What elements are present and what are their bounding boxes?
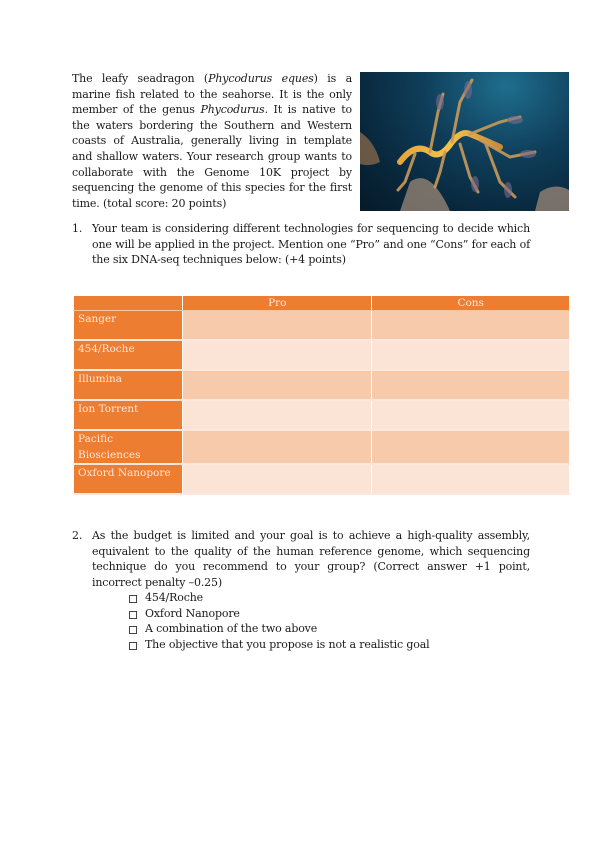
checkbox-icon[interactable] xyxy=(129,642,137,650)
technique-cell: Illumina xyxy=(74,370,183,400)
option-label: The objective that you propose is not a realistic goal xyxy=(145,637,430,651)
option-combination[interactable] xyxy=(128,621,430,637)
intro-text-1: The leafy seadragon ( xyxy=(72,72,209,85)
checkbox-icon[interactable] xyxy=(129,595,137,603)
question-2-text: As the budget is limited and your goal is to achieve a high-quality assembly, equivalent to the quality of the human reference genome, which sequencing technique do you recommend to your group? (Correct answer +1 point, incorrect penalty –0.25) xyxy=(92,529,530,589)
technique-cell: 454/Roche xyxy=(74,340,183,370)
pro-cell[interactable] xyxy=(183,430,372,464)
question-1 xyxy=(72,221,530,268)
table-row xyxy=(74,370,570,400)
table-row xyxy=(74,340,570,370)
pro-cell[interactable] xyxy=(183,464,372,494)
checkbox-icon[interactable] xyxy=(129,626,137,634)
cons-cell[interactable] xyxy=(372,340,570,370)
table-row xyxy=(74,464,570,494)
pro-cell[interactable] xyxy=(183,370,372,400)
intro-text-2: ) is a marine fish related to the seahorse. It is the only member of the genus xyxy=(72,72,352,117)
species-name: Phycodurus eques xyxy=(208,72,314,85)
pro-cons-table xyxy=(73,296,570,495)
question-1-number: 1. xyxy=(72,222,83,235)
header-technique xyxy=(74,296,183,311)
cons-cell[interactable] xyxy=(372,464,570,494)
pro-cell[interactable] xyxy=(183,400,372,430)
seadragon-illustration xyxy=(360,72,569,211)
cons-cell[interactable] xyxy=(372,400,570,430)
technique-cell: Ion Torrent xyxy=(74,400,183,430)
table-row xyxy=(74,311,570,341)
table-row xyxy=(74,430,570,464)
option-label: A combination of the two above xyxy=(145,622,318,635)
option-label: 454/Roche xyxy=(145,591,204,604)
technique-cell: Oxford Nanopore xyxy=(74,464,183,494)
option-label: Oxford Nanopore xyxy=(145,606,240,620)
option-454-roche[interactable] xyxy=(128,590,430,606)
option-not-realistic[interactable] xyxy=(128,637,430,653)
technique-cell: Pacific Biosciences xyxy=(74,430,183,464)
technique-cell: Sanger xyxy=(74,311,183,341)
intro-paragraph xyxy=(72,71,352,211)
header-cons: Cons xyxy=(372,296,570,311)
header-pro: Pro xyxy=(183,296,372,311)
table-header-row xyxy=(74,296,570,311)
cons-cell[interactable] xyxy=(372,430,570,464)
cons-cell[interactable] xyxy=(372,370,570,400)
checkbox-icon[interactable] xyxy=(129,611,137,619)
seadragon-photo xyxy=(360,72,569,211)
table-row xyxy=(74,400,570,430)
answer-options xyxy=(128,590,430,652)
question-1-text: Your team is considering different technologies for sequencing to decide which one will be applied in the project. Mention one “Pro” and one “Cons” for each of the six DNA-seq techniques below: (+4 points) xyxy=(92,222,530,266)
option-oxford-nanopore[interactable] xyxy=(128,606,430,622)
cons-cell[interactable] xyxy=(372,311,570,341)
genus-name: Phycodurus xyxy=(200,103,265,117)
pro-cell[interactable] xyxy=(183,311,372,341)
question-2 xyxy=(72,528,530,590)
pro-cell[interactable] xyxy=(183,340,372,370)
question-2-number: 2. xyxy=(72,529,83,542)
intro-text-3: . It is native to the waters bordering the Southern and Western coasts of Australia, generally living in template and shallow waters. Your research group wants to collaborate with the Genome 10K project by sequencing the genome of this species for the first time. (total score: 20 points) xyxy=(72,103,352,210)
